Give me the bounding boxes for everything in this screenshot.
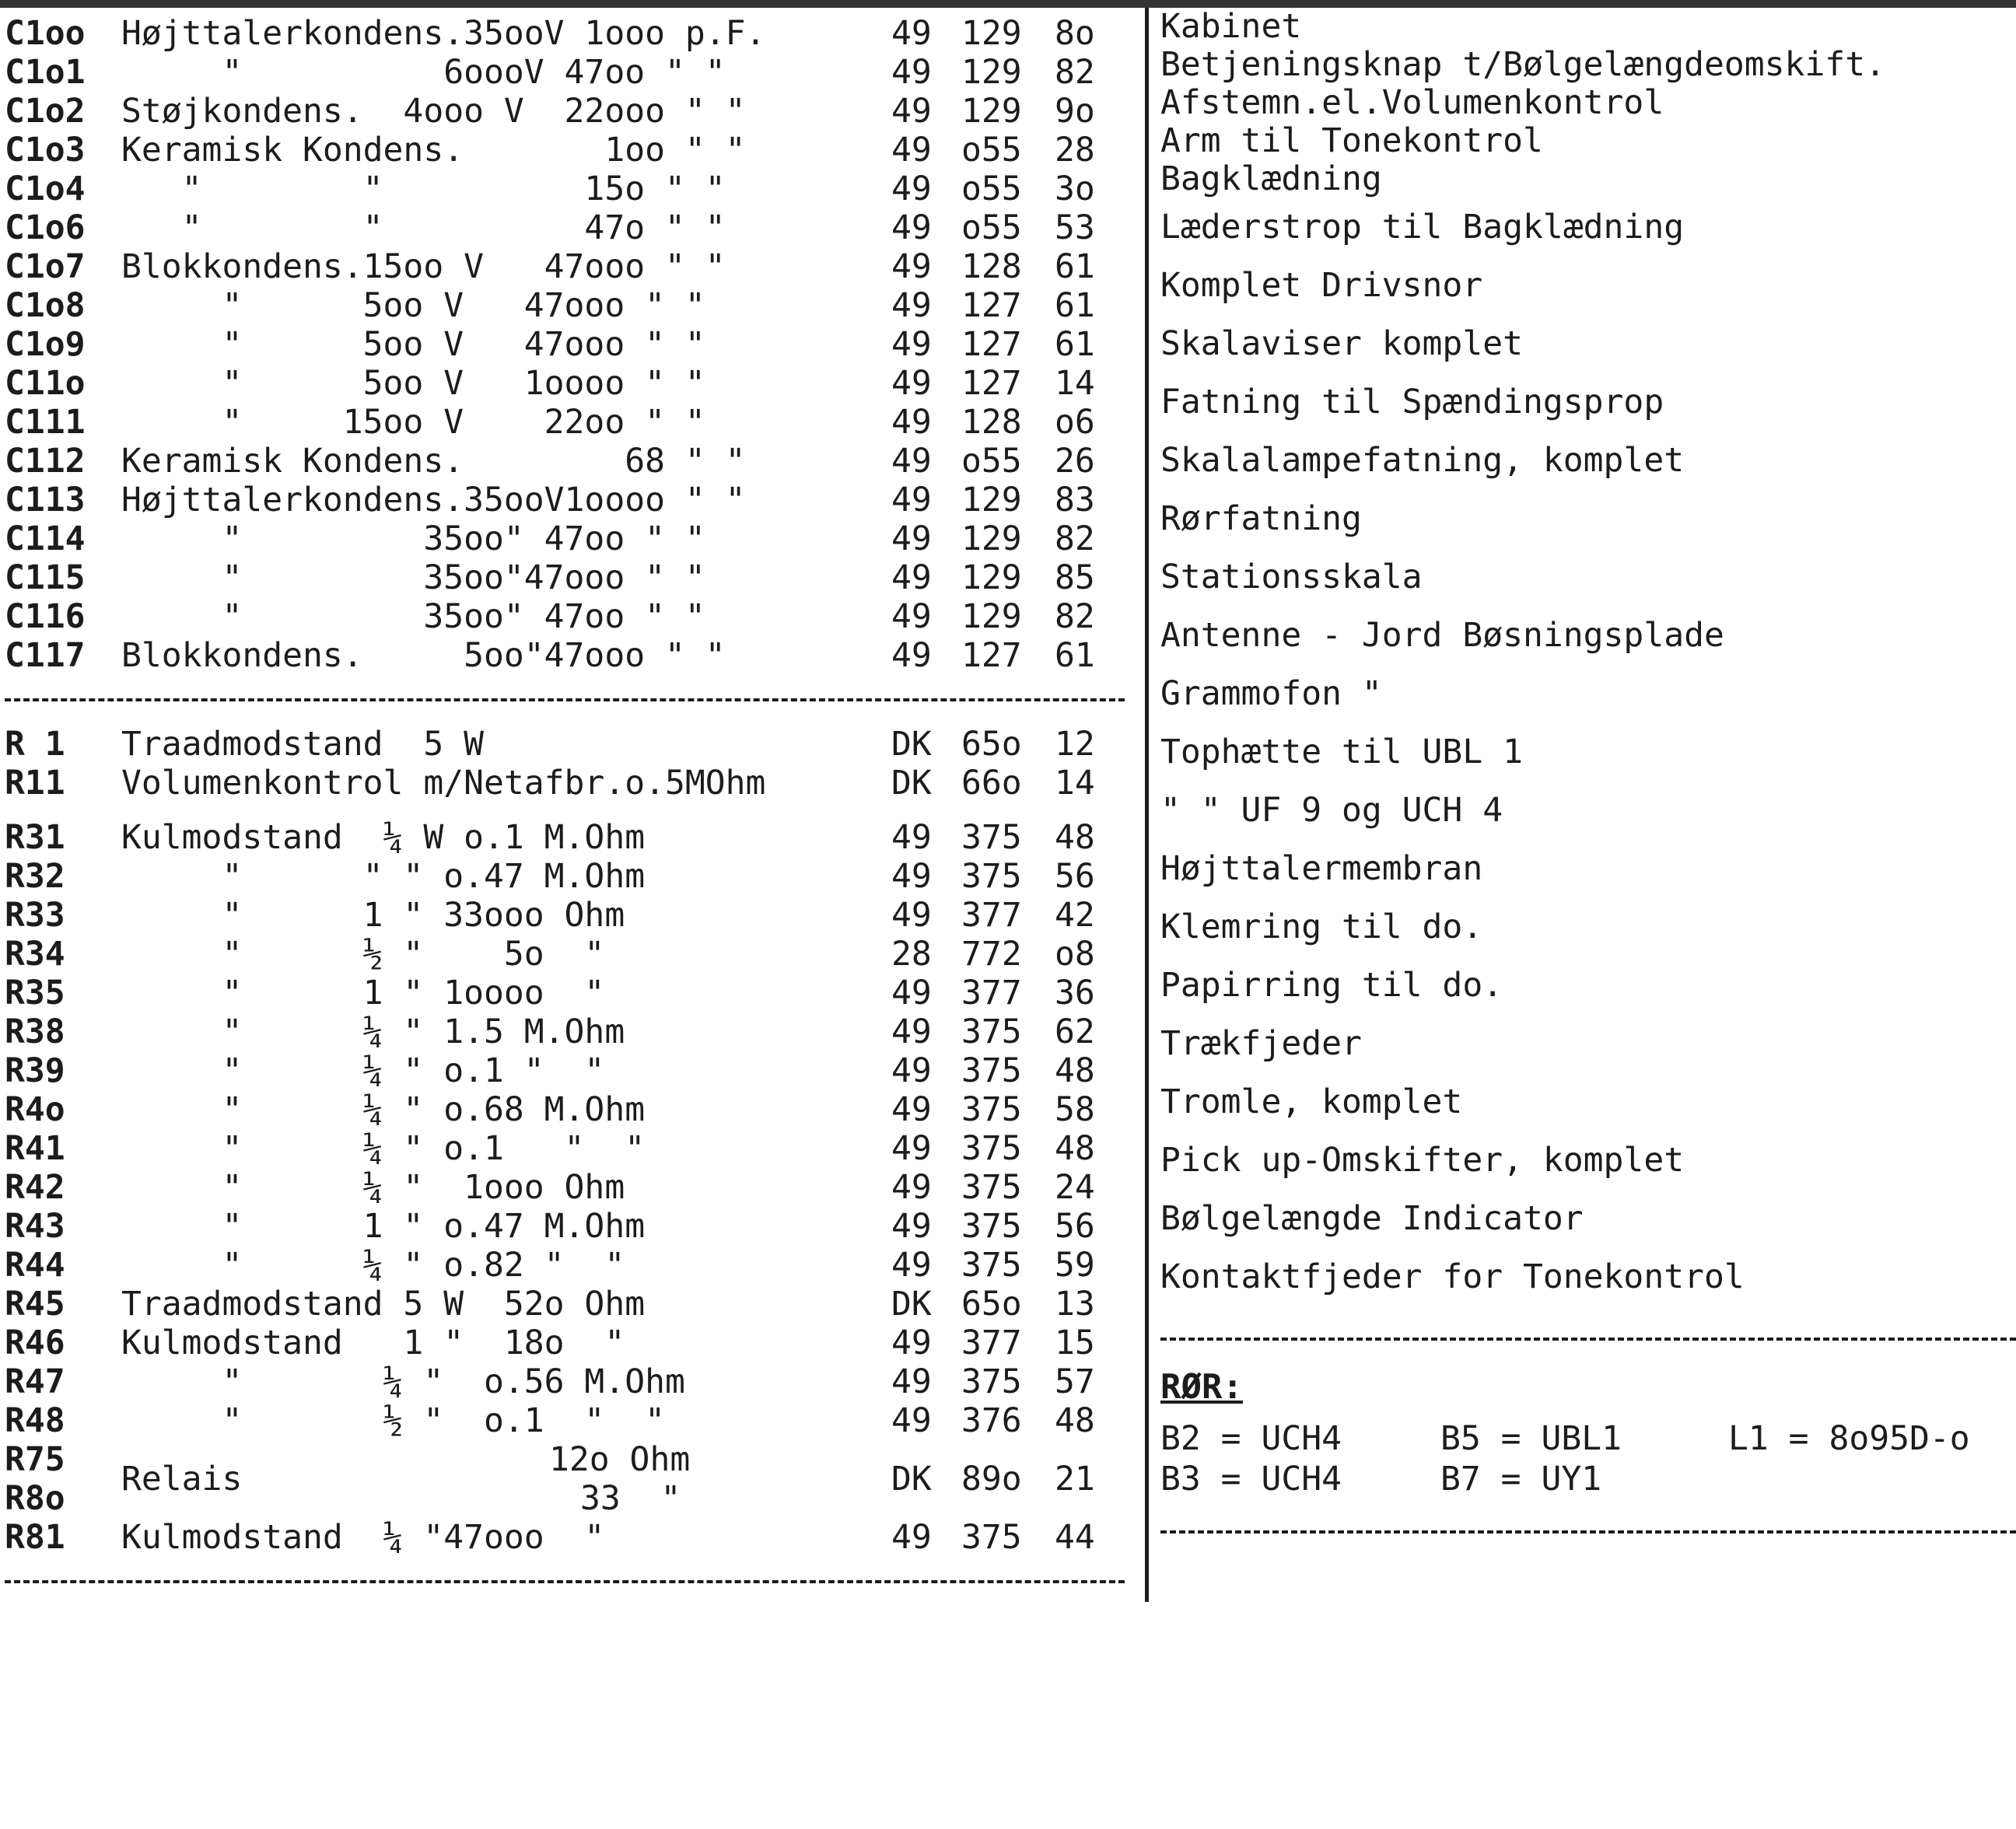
capacitor-b: 127 [961, 325, 1022, 364]
capacitor-a: 49 [891, 442, 932, 481]
resistor-a: DK [891, 725, 932, 764]
capacitor-c: 9o [1055, 92, 1095, 131]
capacitor-ref: C1oo [5, 14, 86, 53]
capacitor-c: 8o [1055, 14, 1095, 53]
resistor-row [5, 1285, 1140, 1324]
capacitor-c: o6 [1055, 403, 1095, 442]
resistor-a: 49 [891, 1401, 932, 1440]
capacitor-b: o55 [961, 131, 1022, 170]
resistor-row [5, 1207, 1140, 1246]
capacitor-a: 49 [891, 208, 932, 247]
part-item: Tophætte til UBL 1 [1160, 733, 1523, 771]
resistor-row [5, 1051, 1140, 1090]
resistor-ref: R38 [5, 1012, 65, 1051]
resistor-c: 56 [1055, 1207, 1095, 1246]
capacitor-c: 3o [1055, 170, 1095, 208]
capacitor-ref: C113 [5, 481, 86, 519]
resistor-ref: R41 [5, 1129, 65, 1168]
resistor-b: 375 [961, 818, 1022, 857]
relais-ref-2: R8o [5, 1479, 65, 1518]
resistor-desc: Kulmodstand 1 " 18o " [121, 1324, 625, 1362]
capacitor-b: 127 [961, 286, 1022, 325]
capacitor-b: 129 [961, 597, 1022, 636]
capacitor-ref: C117 [5, 636, 86, 675]
capacitor-row [5, 53, 1140, 92]
tubes-row-2 [1160, 1459, 2016, 1499]
code-a: 49 [891, 1518, 932, 1557]
resistor-row [5, 1362, 1140, 1401]
resistor-row-r81 [5, 1518, 1140, 1557]
capacitor-c: 26 [1055, 442, 1095, 481]
capacitor-a: 49 [891, 53, 932, 92]
part-item: Tromle, komplet [1160, 1082, 1463, 1121]
capacitor-ref: C1o4 [5, 170, 86, 208]
capacitor-row [5, 286, 1140, 325]
resistor-desc: " ¼ " o.82 " " [121, 1246, 625, 1285]
resistor-a: 49 [891, 1090, 932, 1129]
resistor-ref: R32 [5, 857, 65, 896]
resistor-desc: " ¼ " o.56 M.Ohm [121, 1362, 685, 1401]
capacitor-row [5, 247, 1140, 286]
resistor-b: 375 [961, 1168, 1022, 1207]
resistor-row [5, 857, 1140, 896]
resistor-desc: " ¼ " o.1 " " [121, 1129, 646, 1168]
resistor-desc: " ¼ " 1ooo Ohm [121, 1168, 625, 1207]
tube-b2: B2 = UCH4 [1160, 1419, 1342, 1458]
capacitor-ref: C11o [5, 364, 86, 403]
capacitor-a: 49 [891, 14, 932, 53]
capacitor-c: 61 [1055, 286, 1095, 325]
resistor-ref: R45 [5, 1285, 65, 1324]
capacitor-row [5, 481, 1140, 519]
resistor-c: 15 [1055, 1324, 1095, 1362]
resistor-row [5, 1012, 1140, 1051]
part-item: Kabinet [1160, 7, 1302, 46]
capacitor-ref: C116 [5, 597, 86, 636]
resistor-a: 49 [891, 1051, 932, 1090]
resistor-row [5, 1246, 1140, 1285]
resistor-c: o8 [1055, 935, 1095, 974]
resistor-b: 375 [961, 1207, 1022, 1246]
capacitor-desc: Keramisk Kondens. 68 " " [121, 442, 746, 481]
part-item: Papirring til do. [1160, 966, 1503, 1005]
resistor-c: 57 [1055, 1362, 1095, 1401]
resistor-ref: R11 [5, 764, 65, 803]
part-item: Bølgelængde Indicator [1160, 1199, 1584, 1238]
resistor-desc: " ½ " 5o " [121, 935, 605, 974]
desc: Kulmodstand ¼ "47ooo " [121, 1518, 605, 1557]
part-item: Skalalampefatning, komplet [1160, 441, 1685, 480]
resistor-row [5, 935, 1140, 974]
capacitor-row [5, 364, 1140, 403]
capacitor-row [5, 519, 1140, 558]
resistor-desc: Kulmodstand ¼ W o.1 M.Ohm [121, 818, 646, 857]
resistor-b: 376 [961, 1401, 1022, 1440]
resistor-ref: R 1 [5, 725, 65, 764]
resistor-c: 56 [1055, 857, 1095, 896]
resistor-row [5, 1129, 1140, 1168]
resistor-b: 66o [961, 764, 1022, 803]
resistor-row [5, 1401, 1140, 1440]
capacitor-desc: " 35oo" 47oo " " [121, 597, 705, 636]
capacitor-a: 49 [891, 597, 932, 636]
part-item: Højttalermembran [1160, 849, 1483, 888]
resistor-desc: " 1 " 1oooo " [121, 974, 605, 1012]
tubes-heading: RØR: [1160, 1367, 1243, 1407]
capacitor-c: 82 [1055, 53, 1095, 92]
resistor-desc: " ¼ " o.1 " " [121, 1051, 605, 1090]
capacitor-ref: C111 [5, 403, 86, 442]
capacitor-desc: " " 15o " " [121, 170, 726, 208]
capacitor-ref: C1o8 [5, 286, 86, 325]
resistor-a: DK [891, 1285, 932, 1324]
resistor-ref: R33 [5, 896, 65, 935]
tubes-row-1 [1160, 1418, 2016, 1459]
part-item: Afstemn.el.Volumenkontrol [1160, 83, 1664, 122]
resistor-row [5, 1090, 1140, 1129]
resistor-a: 49 [891, 1168, 932, 1207]
capacitor-desc: " 6oooV 47oo " " [121, 53, 726, 92]
dashed-separator [5, 675, 1125, 701]
dashed-separator [5, 1557, 1125, 1583]
resistor-ref: R47 [5, 1362, 65, 1401]
resistor-a: 49 [891, 1129, 932, 1168]
capacitor-c: 53 [1055, 208, 1095, 247]
resistor-desc: Traadmodstand 5 W 52o Ohm [121, 1285, 646, 1324]
resistor-a: 49 [891, 1246, 932, 1285]
resistor-c: 59 [1055, 1246, 1095, 1285]
capacitor-ref: C112 [5, 442, 86, 481]
capacitor-list [5, 14, 1140, 675]
capacitor-b: 129 [961, 558, 1022, 597]
part-item: Rørfatning [1160, 499, 1362, 538]
capacitor-row [5, 131, 1140, 170]
part-item: Læderstrop til Bagklædning [1160, 208, 1685, 247]
resistor-c: 24 [1055, 1168, 1095, 1207]
resistor-ref: R42 [5, 1168, 65, 1207]
resistor-a: 28 [891, 935, 932, 974]
capacitor-a: 49 [891, 636, 932, 675]
tube-b3: B3 = UCH4 [1160, 1460, 1342, 1499]
capacitor-desc: " 5oo V 47ooo " " [121, 286, 705, 325]
resistor-b: 375 [961, 1362, 1022, 1401]
resistor-b: 772 [961, 935, 1022, 974]
capacitor-desc: Støjkondens. 4ooo V 22ooo " " [121, 92, 746, 131]
capacitor-c: 83 [1055, 481, 1095, 519]
resistor-b: 375 [961, 1012, 1022, 1051]
capacitor-row [5, 325, 1140, 364]
top-border [0, 0, 2016, 8]
resistor-ref: R46 [5, 1324, 65, 1362]
capacitor-row [5, 14, 1140, 53]
resistor-b: 375 [961, 857, 1022, 896]
resistor-row [5, 974, 1140, 1012]
capacitor-ref: C1o9 [5, 325, 86, 364]
resistor-a: 49 [891, 1012, 932, 1051]
resistor-desc: " 1 " o.47 M.Ohm [121, 1207, 646, 1246]
resistor-ref: R43 [5, 1207, 65, 1246]
relais-desc: Relais [121, 1460, 243, 1499]
resistor-a: DK [891, 764, 932, 803]
resistor-b: 375 [961, 1051, 1022, 1090]
capacitor-ref: C114 [5, 519, 86, 558]
resistor-b: 375 [961, 1129, 1022, 1168]
capacitor-row [5, 170, 1140, 208]
capacitor-row [5, 208, 1140, 247]
capacitor-b: 129 [961, 53, 1022, 92]
capacitor-c: 61 [1055, 247, 1095, 286]
capacitor-a: 49 [891, 325, 932, 364]
part-item: Fatning til Spændingsprop [1160, 383, 1664, 421]
resistor-ref: R31 [5, 818, 65, 857]
part-item: Betjeningsknap t/Bølgelængdeomskift. [1160, 45, 1885, 84]
resistor-b: 375 [961, 1090, 1022, 1129]
resistor-row [5, 896, 1140, 935]
capacitor-b: 129 [961, 481, 1022, 519]
resistor-ref: R34 [5, 935, 65, 974]
capacitor-desc: " 35oo" 47oo " " [121, 519, 705, 558]
tube-b5: B5 = UBL1 [1440, 1419, 1622, 1458]
resistor-ref: R44 [5, 1246, 65, 1285]
capacitor-ref: C1o7 [5, 247, 86, 286]
resistor-c: 48 [1055, 818, 1095, 857]
resistor-list-top [5, 725, 1140, 803]
resistor-desc: " ¼ " o.68 M.Ohm [121, 1090, 646, 1129]
capacitor-desc: Keramisk Kondens. 1oo " " [121, 131, 746, 170]
capacitor-desc: Højttalerkondens.35ooV1oooo " " [121, 481, 746, 519]
part-item: Skalaviser komplet [1160, 324, 1523, 363]
relais-value-1: 12o Ohm [549, 1440, 691, 1479]
dashed-separator [1160, 1314, 2016, 1341]
resistor-b: 377 [961, 1324, 1022, 1362]
resistor-c: 13 [1055, 1285, 1095, 1324]
resistor-a: 49 [891, 1362, 932, 1401]
code-b: 375 [961, 1518, 1022, 1557]
resistor-list [5, 818, 1140, 1440]
part-item: Stationsskala [1160, 558, 1423, 596]
resistor-c: 48 [1055, 1129, 1095, 1168]
relais-value-2: 33 " [580, 1479, 681, 1518]
capacitor-a: 49 [891, 481, 932, 519]
resistor-desc: " ¼ " 1.5 M.Ohm [121, 1012, 625, 1051]
capacitor-desc: Blokkondens. 5oo"47ooo " " [121, 636, 726, 675]
capacitor-c: 14 [1055, 364, 1095, 403]
capacitor-row [5, 597, 1140, 636]
capacitor-desc: Blokkondens.15oo V 47ooo " " [121, 247, 726, 286]
mechanical-parts-column [1160, 8, 2016, 1549]
capacitor-c: 28 [1055, 131, 1095, 170]
capacitor-c: 82 [1055, 597, 1095, 636]
part-item: Trækfjeder [1160, 1024, 1362, 1063]
capacitor-row [5, 442, 1140, 481]
dashed-separator [5, 803, 1125, 810]
part-item: Arm til Tonekontrol [1160, 121, 1543, 160]
resistor-row [5, 764, 1140, 803]
resistor-row [5, 1324, 1140, 1362]
capacitor-a: 49 [891, 247, 932, 286]
capacitor-desc: " 35oo"47ooo " " [121, 558, 705, 597]
capacitor-desc: " 5oo V 1oooo " " [121, 364, 705, 403]
capacitor-ref: C1o1 [5, 53, 86, 92]
capacitor-ref: C115 [5, 558, 86, 597]
resistor-row [5, 1168, 1140, 1207]
capacitor-a: 49 [891, 286, 932, 325]
resistor-c: 62 [1055, 1012, 1095, 1051]
resistor-b: 377 [961, 974, 1022, 1012]
ref: R81 [5, 1518, 65, 1557]
resistor-a: 49 [891, 818, 932, 857]
lamp-l1: L1 = 8o95D-o [1728, 1419, 1970, 1458]
capacitor-a: 49 [891, 170, 932, 208]
capacitor-a: 49 [891, 131, 932, 170]
resistor-ref: R39 [5, 1051, 65, 1090]
resistor-a: 49 [891, 857, 932, 896]
part-item: Bagklædning [1160, 159, 1382, 198]
capacitor-b: 129 [961, 92, 1022, 131]
capacitor-a: 49 [891, 519, 932, 558]
capacitor-a: 49 [891, 364, 932, 403]
resistor-b: 65o [961, 725, 1022, 764]
dashed-separator [1160, 1507, 2016, 1533]
resistor-a: 49 [891, 896, 932, 935]
capacitor-b: 127 [961, 636, 1022, 675]
resistor-a: 49 [891, 974, 932, 1012]
capacitor-desc: " 5oo V 47ooo " " [121, 325, 705, 364]
resistor-desc: " " " o.47 M.Ohm [121, 857, 646, 896]
resistor-c: 48 [1055, 1401, 1095, 1440]
resistor-a: 49 [891, 1207, 932, 1246]
capacitor-desc: " 15oo V 22oo " " [121, 403, 705, 442]
part-item: Antenne - Jord Bøsningsplade [1160, 616, 1724, 655]
part-item: Kontaktfjeder for Tonekontrol [1160, 1257, 1745, 1296]
capacitor-ref: C1o2 [5, 92, 86, 131]
resistor-c: 14 [1055, 764, 1095, 803]
capacitor-desc: " " 47o " " [121, 208, 726, 247]
relais-code-c: 21 [1055, 1460, 1095, 1499]
capacitor-row [5, 636, 1140, 675]
resistor-b: 377 [961, 896, 1022, 935]
capacitor-b: o55 [961, 442, 1022, 481]
capacitor-c: 61 [1055, 325, 1095, 364]
capacitor-b: 129 [961, 14, 1022, 53]
capacitor-b: 129 [961, 519, 1022, 558]
code-c: 44 [1055, 1518, 1095, 1557]
relais-code-b: 89o [961, 1460, 1022, 1499]
capacitor-b: 128 [961, 247, 1022, 286]
resistor-ref: R4o [5, 1090, 65, 1129]
capacitor-a: 49 [891, 92, 932, 131]
resistor-b: 375 [961, 1246, 1022, 1285]
resistor-row [5, 725, 1140, 764]
part-item: " " UF 9 og UCH 4 [1160, 791, 1503, 830]
capacitor-row [5, 403, 1140, 442]
resistor-desc: " 1 " 33ooo Ohm [121, 896, 625, 935]
part-item: Klemring til do. [1160, 908, 1483, 946]
capacitor-b: 128 [961, 403, 1022, 442]
capacitor-b: o55 [961, 170, 1022, 208]
capacitor-desc: Højttalerkondens.35ooV 1ooo p.F. [121, 14, 766, 53]
resistor-a: 49 [891, 1324, 932, 1362]
capacitor-ref: C1o6 [5, 208, 86, 247]
capacitor-a: 49 [891, 558, 932, 597]
capacitor-a: 49 [891, 403, 932, 442]
column-divider [1145, 8, 1149, 1602]
part-item: Komplet Drivsnor [1160, 266, 1483, 305]
capacitor-row [5, 558, 1140, 597]
part-item: Pick up-Omskifter, komplet [1160, 1141, 1685, 1180]
relais-row [5, 1440, 1140, 1518]
capacitor-c: 61 [1055, 636, 1095, 675]
capacitor-c: 85 [1055, 558, 1095, 597]
tube-b7: B7 = UY1 [1440, 1460, 1602, 1499]
resistor-c: 36 [1055, 974, 1095, 1012]
capacitor-c: 82 [1055, 519, 1095, 558]
resistor-c: 12 [1055, 725, 1095, 764]
electrical-parts-column [5, 14, 1140, 1591]
resistor-desc: Volumenkontrol m/Netafbr.o.5MOhm [121, 764, 766, 803]
part-item: Grammofon " [1160, 674, 1382, 713]
relais-ref-1: R75 [5, 1440, 65, 1479]
resistor-ref: R35 [5, 974, 65, 1012]
resistor-c: 48 [1055, 1051, 1095, 1090]
capacitor-b: o55 [961, 208, 1022, 247]
capacitor-b: 127 [961, 364, 1022, 403]
relais-code-a: DK [891, 1460, 932, 1499]
resistor-b: 65o [961, 1285, 1022, 1324]
capacitor-ref: C1o3 [5, 131, 86, 170]
resistor-row [5, 818, 1140, 857]
resistor-c: 58 [1055, 1090, 1095, 1129]
capacitor-row [5, 92, 1140, 131]
resistor-ref: R48 [5, 1401, 65, 1440]
resistor-c: 42 [1055, 896, 1095, 935]
resistor-desc: Traadmodstand 5 W [121, 725, 484, 764]
mechanical-parts-list [1160, 8, 2016, 1306]
resistor-desc: " ½ " o.1 " " [121, 1401, 665, 1440]
